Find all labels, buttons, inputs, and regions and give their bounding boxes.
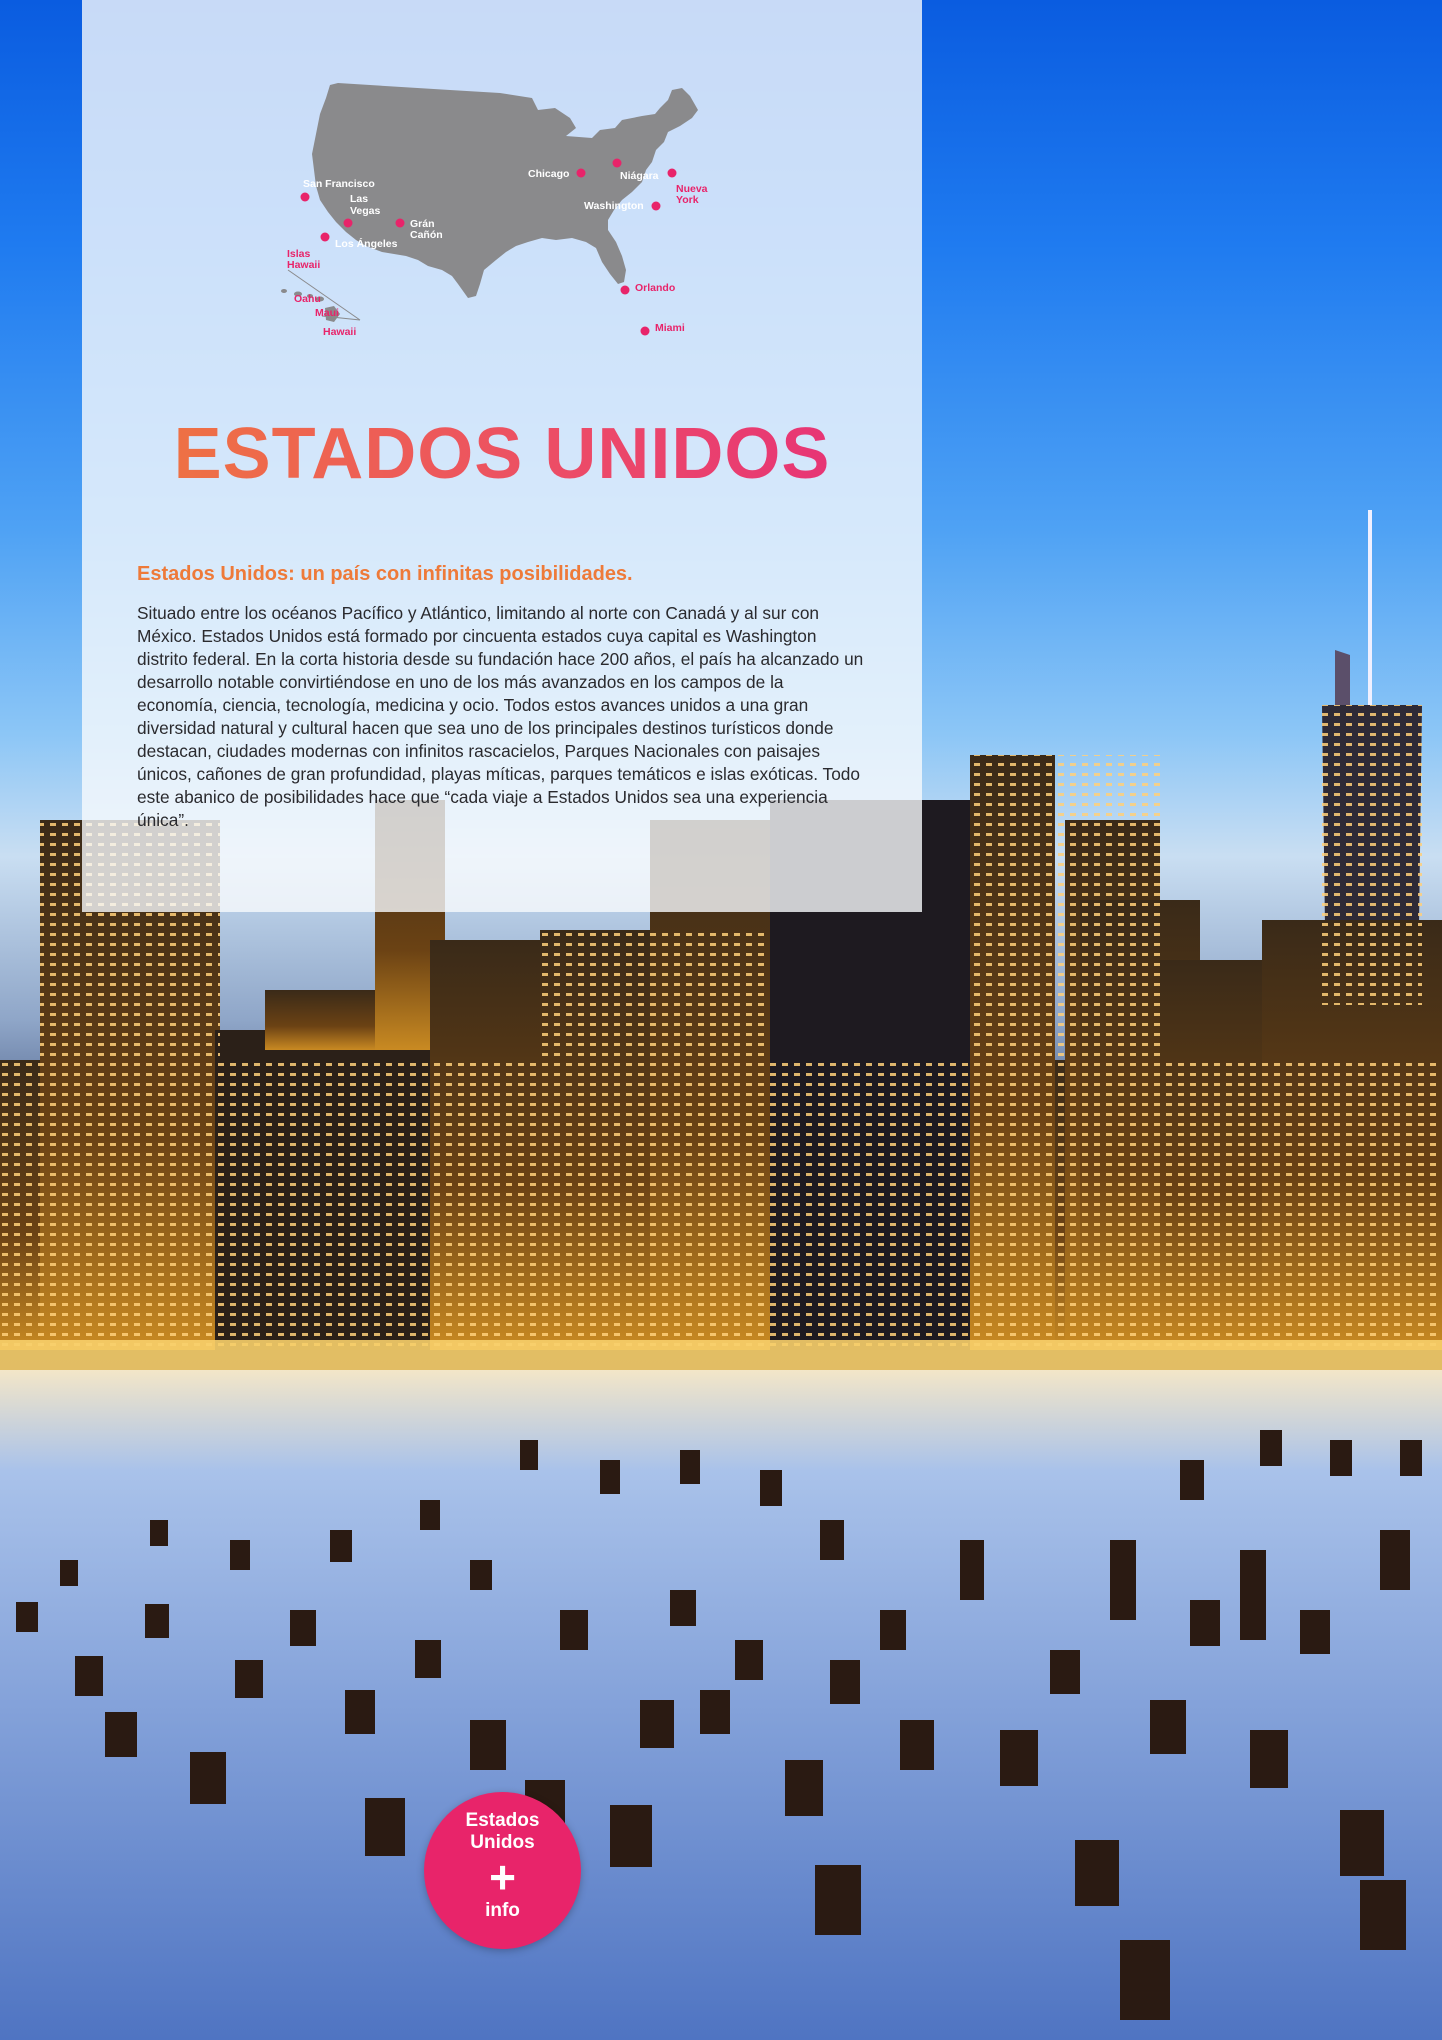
label-chicago: Chicago [528, 168, 570, 180]
usa-map [270, 70, 750, 355]
marker-miami [641, 327, 650, 336]
label-nueva-york-1: Nueva [676, 183, 708, 195]
label-las-vegas-1: Las [350, 193, 369, 205]
label-miami: Miami [655, 322, 685, 334]
marker-chicago [577, 169, 586, 178]
label-islas-hawaii-1: Islas [287, 248, 311, 260]
marker-orlando [621, 286, 630, 295]
label-oahu: Oahu [294, 293, 321, 305]
label-gran-canon-2: Cañón [410, 229, 443, 241]
marker-san-francisco [301, 193, 310, 202]
label-nueva-york-2: York [676, 194, 699, 206]
label-islas-hawaii-2: Hawaii [287, 259, 321, 271]
badge-info-label: info [485, 1900, 520, 1921]
badge-line-2: Unidos [470, 1832, 535, 1853]
label-orlando: Orlando [635, 282, 676, 294]
page-subtitle: Estados Unidos: un país con infinitas posibilidades. [137, 563, 633, 585]
plus-icon: + [489, 1851, 516, 1903]
page-title: ESTADOS UNIDOS [82, 413, 922, 495]
label-niagara: Niágara [620, 170, 659, 182]
label-washington: Washington [584, 200, 644, 212]
more-info-button[interactable] [424, 1792, 581, 1949]
marker-gran-canon [396, 219, 405, 228]
marker-nueva-york [668, 169, 677, 178]
marker-los-angeles [321, 233, 330, 242]
badge-line-1: Estados [465, 1810, 540, 1831]
label-los-angeles: Los Ángeles [335, 238, 398, 250]
label-las-vegas-2: Vegas [350, 205, 381, 217]
intro-paragraph: Situado entre los océanos Pacífico y Atlántico, limitando al norte con Canadá y al sur con México. Estados Unidos está formado por cincuenta estados cuya capital es Washington distrito federal. En la corta historia desde su fundación hace 200 años, el país ha alcanzado un desarrollo notable convirtiéndose en uno de los más avanzados en los campos de la economía, ciencia, tecnología, medicina y ocio. Todos estos avances unidos a una gran diversidad natural y cultural hacen que sea uno de los principales destinos turísticos donde destacan, ciudades modernas con infinitos rascacielos, Parques Nacionales con paisajes únicos, cañones de gran profundidad, playas míticas, parques temáticos e islas exóticas. Todo este abanico de posibilidades hace que “cada viaje a Estados Unidos sea una experiencia única”. [137, 603, 864, 830]
label-maui: Maui [315, 307, 339, 319]
usa-landmass [312, 83, 698, 298]
usa-map-graphic [270, 70, 750, 355]
label-hawaii: Hawaii [323, 326, 357, 338]
marker-las-vegas [344, 219, 353, 228]
marker-washington [652, 202, 661, 211]
label-san-francisco: San Francisco [303, 178, 375, 190]
marker-niagara [613, 159, 622, 168]
badge-label [424, 1810, 581, 1854]
label-gran-canon-1: Grán [410, 218, 435, 230]
